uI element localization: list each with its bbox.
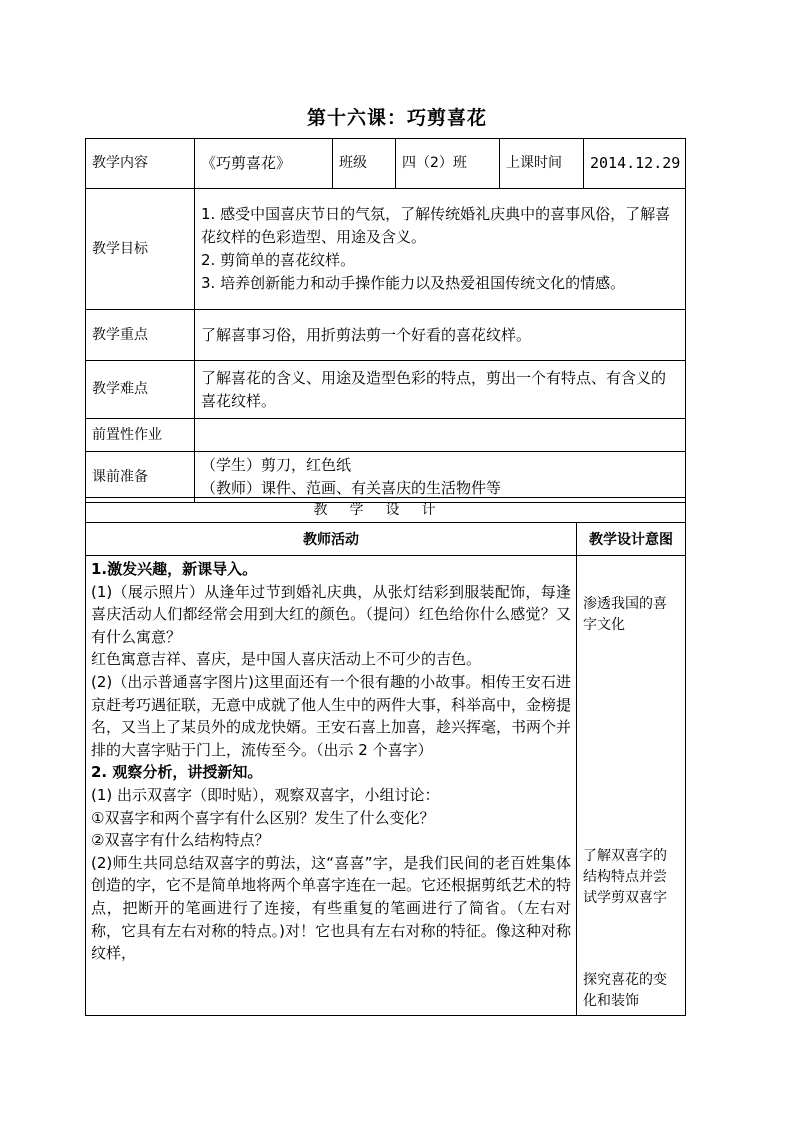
key-point-value: 了解喜事习俗，用折剪法剪一个好看的喜花纹样。 bbox=[195, 310, 686, 361]
activity-paragraph: (1) 出示双喜字（即时贴），观察双喜字，小组讨论： bbox=[91, 785, 440, 804]
preparation-label: 课前准备 bbox=[86, 452, 195, 503]
time-value: 2014.12.29 bbox=[584, 139, 686, 189]
goal-item: 2. 剪简单的喜花纹样。 bbox=[201, 251, 356, 269]
difficulty-label: 教学难点 bbox=[86, 361, 195, 419]
activity-paragraph: (1)（展示照片）从逢年过节到婚礼庆典，从张灯结彩到服装配饰，每逢喜庆活动人们都经常会用到大红的颜色。（提问）红色给你什么感觉？又有什么寓意？ bbox=[91, 582, 571, 646]
difficulty-row bbox=[86, 361, 686, 419]
activity-paragraph: ②双喜字有什么结构特点？ bbox=[91, 831, 270, 850]
activity-paragraph: 红色寓意吉祥、喜庆，是中国人喜庆活动上不可少的吉色。 bbox=[91, 650, 482, 669]
preparation-item: （教师）课件、范画、有关喜庆的生活物件等 bbox=[201, 479, 502, 497]
intent-note: 了解双喜字的结构特点并尝试学剪双喜字 bbox=[583, 848, 667, 906]
goals-cell bbox=[195, 189, 686, 310]
homework-label: 前置性作业 bbox=[86, 419, 195, 452]
lesson-info-table bbox=[85, 138, 686, 503]
activity-paragraph: (2)（出示普通喜字图片)这里面还有一个很有趣的小故事。相传王安石进京赶考巧遇征联，无意中成就了他人生中的两件大事，科举高中，金榜提名，又当上了某员外的成龙快婿。王安石喜上加喜，趁兴挥毫，书两个并排的大喜字贴于门上，流传至今。（出示 2 个喜字） bbox=[91, 672, 572, 759]
section-heading: 1.激发兴趣，新课导入。 bbox=[91, 560, 258, 578]
activity-paragraph: ①双喜字和两个喜字有什么区别？发生了什么变化？ bbox=[91, 808, 435, 827]
homework-value bbox=[195, 419, 686, 452]
teaching-design-table bbox=[85, 497, 686, 1016]
section-heading: 2. 观察分析，讲授新知。 bbox=[91, 763, 263, 782]
page-title: 第十六课：巧剪喜花 bbox=[306, 107, 487, 129]
content-row bbox=[86, 139, 686, 189]
intent-note: 渗透我国的喜字文化 bbox=[583, 596, 667, 633]
time-label: 上课时间 bbox=[500, 139, 584, 189]
class-label: 班级 bbox=[333, 139, 396, 189]
teacher-activity-cell bbox=[86, 556, 577, 1016]
activity-paragraph: (2)师生共同总结双喜字的剪法，这“喜喜”字，是我们民间的老百姓集体创造的字，它不是简单地将两个单喜字连在一起。它还根据剪纸艺术的特点，把断开的笔画进行了连接，有些重复的笔画进行了简省。（左右对称，它具有左右对称的特点。)对！它也具有左右对称的特征。像这种对称纹样， bbox=[91, 853, 572, 963]
intent-column-header: 教学设计意图 bbox=[577, 523, 686, 556]
preparation-item: （学生）剪刀，红色纸 bbox=[201, 456, 352, 474]
goal-item: 3. 培养创新能力和动手操作能力以及热爱祖国传统文化的情感。 bbox=[201, 274, 626, 292]
goal-item: 1. 感受中国喜庆节日的气氛，了解传统婚礼庆典中的喜事风俗，了解喜花纹样的色彩造型、用途及含义。 bbox=[201, 205, 671, 246]
class-value: 四（2）班 bbox=[396, 139, 500, 189]
design-intent-cell bbox=[577, 556, 686, 1016]
content-value: 《巧剪喜花》 bbox=[195, 139, 333, 189]
goals-row bbox=[86, 189, 686, 310]
homework-row bbox=[86, 419, 686, 452]
difficulty-value: 了解喜花的含义、用途及造型色彩的特点，剪出一个有特点、有含义的喜花纹样。 bbox=[195, 361, 686, 419]
key-point-label: 教学重点 bbox=[86, 310, 195, 361]
preparation-row bbox=[86, 452, 686, 503]
activity-column-header: 教师活动 bbox=[86, 523, 577, 556]
content-label: 教学内容 bbox=[86, 139, 195, 189]
design-title: 教学设计 bbox=[86, 498, 686, 523]
intent-note: 探究喜花的变化和装饰 bbox=[583, 972, 667, 1009]
goals-label: 教学目标 bbox=[86, 189, 195, 310]
key-point-row bbox=[86, 310, 686, 361]
preparation-cell bbox=[195, 452, 686, 503]
